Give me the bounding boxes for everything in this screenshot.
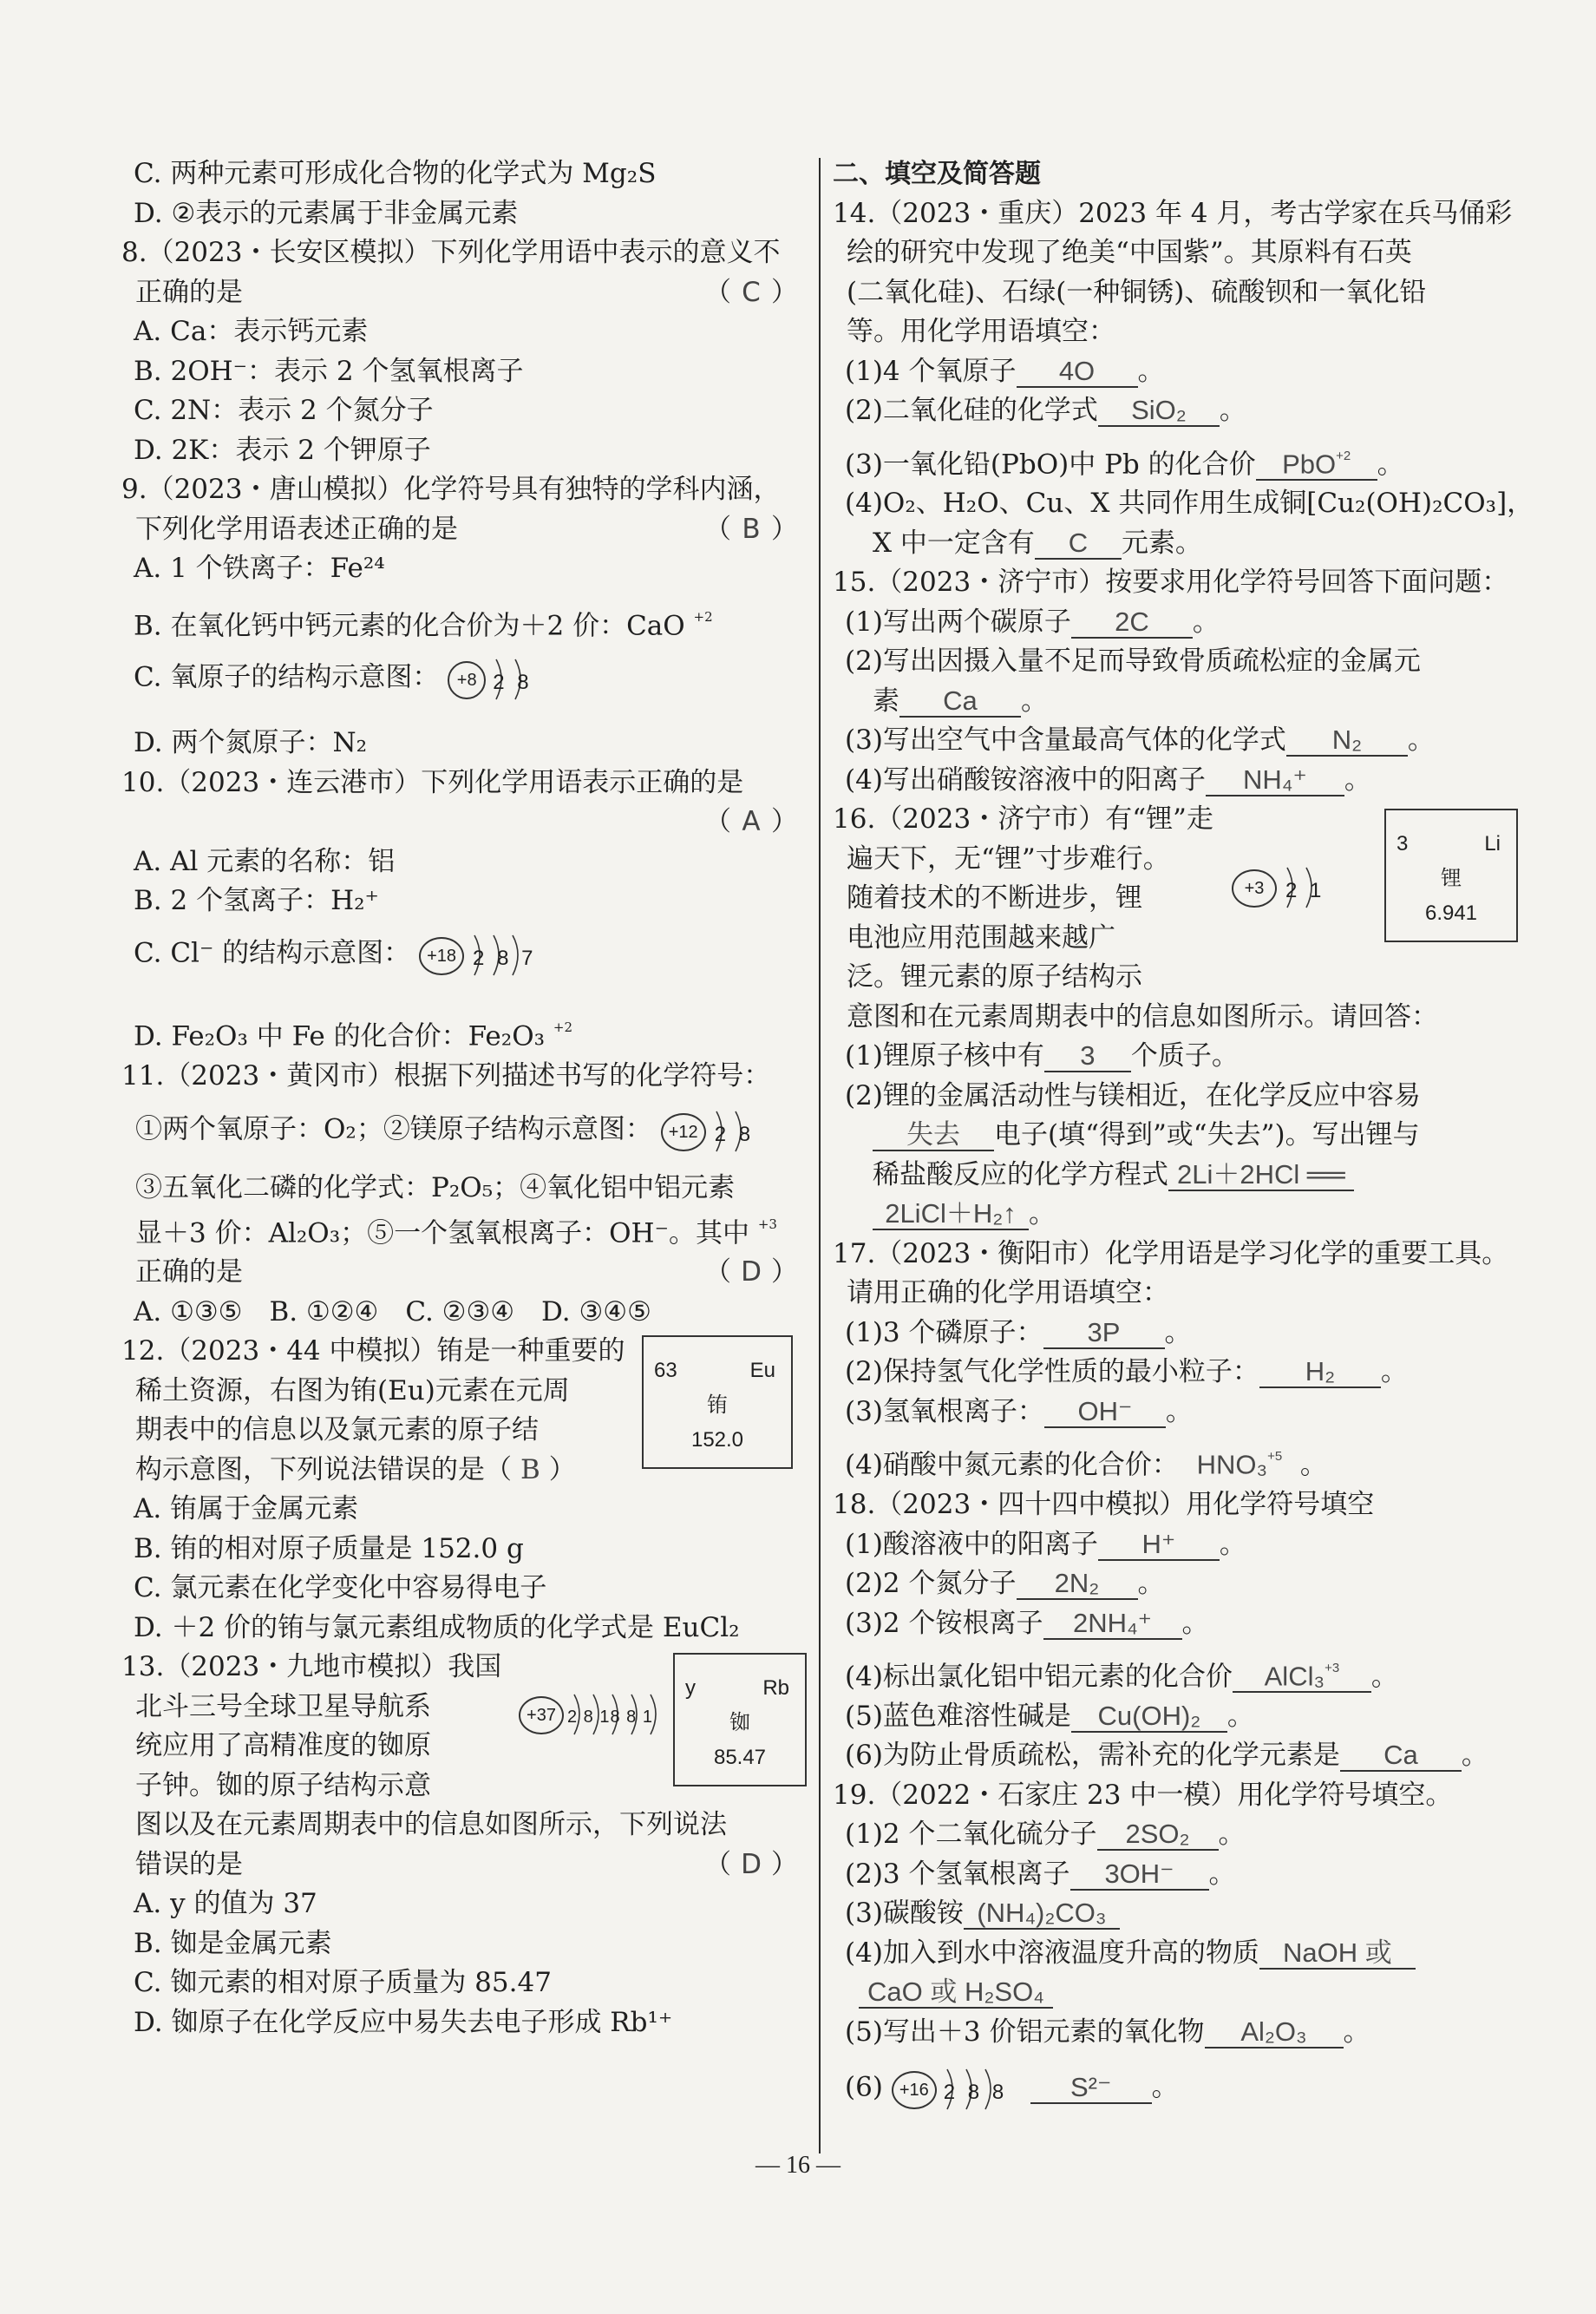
question-12-stem-2: 稀土资源，右图为铕(Eu)元素在元周	[135, 1374, 570, 1406]
section-title: 二、填空及简答题	[833, 159, 1041, 189]
question-14-stem-4: 等。用化学用语填空：	[847, 316, 1115, 347]
question-12-stem: 12.（2023・44 中模拟）铕是一种重要的	[121, 1335, 625, 1367]
question-18-part-3: (3)2 个铵根离子 2NH₄⁺ 。	[845, 1607, 1209, 1639]
part-text: X 中一定含有	[873, 527, 1035, 559]
element-symbol: Li	[1484, 832, 1501, 856]
option-b	[121, 589, 807, 646]
answer-blank: 3P	[1043, 1318, 1165, 1349]
question-12-stem-4: 构示意图，下列说法错误的是（ B ）	[135, 1453, 576, 1485]
question-16-part-2-b	[833, 1116, 1518, 1156]
part-text: 电子(填“得到”或“失去”)。写出锂与	[994, 1119, 1420, 1151]
answer-blank: 失去	[873, 1120, 994, 1151]
answer-blank	[1179, 1445, 1300, 1479]
answer-blank: 2NH₄⁺	[1043, 1609, 1182, 1640]
question-13-stem-3: 统应用了高精准度的铷原	[135, 1730, 431, 1762]
option-a: A. 1 个铁离子：Fe²⁴	[134, 553, 385, 584]
question-14-part-2: (2)二氧化硅的化学式 SiO₂ 。	[845, 395, 1246, 426]
answer-choice: B	[520, 1453, 540, 1485]
question-18-stem: 18.（2023・四十四中模拟）用化学符号填空	[833, 1489, 1375, 1521]
answer-choice: C	[742, 276, 761, 308]
answer-blank: 2SO₂	[1097, 1819, 1219, 1851]
option-b: B. 2OH⁻：表示 2 个氢氧根离子	[134, 355, 524, 387]
nucleus: +18	[419, 937, 464, 975]
question-16-part-2-c	[833, 1156, 1518, 1196]
nucleus: +12	[661, 1113, 706, 1151]
chloride-ion-diagram	[419, 930, 575, 979]
answer-choice: D	[741, 1848, 762, 1880]
question-11-line-3: ③五氧化二磷的化学式：P₂O₅；④氧化铝中铝元素	[135, 1172, 736, 1204]
answer-blank: NaOH 或	[1259, 1938, 1416, 1970]
question-13-stem-4: 子钟。铷的原子结构示意	[135, 1769, 431, 1801]
answer-text: AlCl₃	[1264, 1661, 1325, 1692]
question-18-part-2: (2)2 个氮分子 2N₂ 。	[845, 1568, 1165, 1600]
answer-blank: N₂	[1286, 725, 1408, 757]
question-13-stem-2: 北斗三号全球卫星导航系	[135, 1690, 431, 1722]
option-c: C. 氯元素在化学变化中容易得电子	[134, 1572, 547, 1604]
answer-blank	[1256, 445, 1377, 481]
question-14-part-3: (3)一氧化铅(PbO)中 Pb 的化合价 PbO$^{+2}$ 。	[833, 431, 1518, 485]
part-text: (3)2 个铵根离子	[845, 1607, 1043, 1639]
question-15-part-2: (2)写出因摄入量不足而导致骨质疏松症的金属元	[845, 646, 1421, 678]
question-16-stem: 16.（2023・济宁市）有“锂”走	[833, 803, 1213, 836]
atomic-number: y	[685, 1676, 696, 1701]
answer-blank: OH⁻	[1044, 1397, 1166, 1428]
option-d: D. 两个氮原子：N₂	[134, 727, 368, 759]
stem-text: 构示意图，下列说法错误的是（	[135, 1453, 512, 1485]
question-14-part-1: (1)4 个氧原子 4O 。	[845, 355, 1165, 387]
part-text: (1)酸溶液中的阳离子	[845, 1528, 1098, 1560]
electron-shells: 2 8 7	[473, 946, 537, 970]
question-18-part-1: (1)酸溶液中的阳离子 H⁺ 。	[845, 1528, 1246, 1560]
part-text: (1)3 个磷原子：	[845, 1316, 1043, 1348]
question-17-part-4: (4)硝酸中氮元素的化合价： HNO₃$^{+5}$ 。	[833, 1432, 1518, 1485]
answer-paren: （ D ）	[704, 1845, 798, 1885]
valence-mark: +5	[1267, 1449, 1283, 1465]
option-d: D. ②表示的元素属于非金属元素	[134, 197, 519, 229]
question-19-part-4	[833, 1934, 1518, 1974]
left-column	[121, 154, 807, 2042]
part-text: (3)写出空气中含量最高气体的化学式	[845, 724, 1286, 757]
question-18-part-5: (5)蓝色难溶性碱是 Cu(OH)₂ 。	[845, 1700, 1254, 1732]
nucleus: +3	[1232, 869, 1277, 908]
question-11-line-5	[121, 1253, 807, 1293]
option-c: C. 铷元素的相对原子质量为 85.47	[134, 1967, 552, 1999]
answer-blank: (NH₄)₂CO₃	[964, 1898, 1120, 1930]
part-text: (3)一氧化铅(PbO)中 Pb 的化合价	[845, 448, 1256, 480]
question-12	[121, 1332, 807, 1490]
answer-blank: Ca	[1340, 1740, 1462, 1772]
option-c	[121, 646, 807, 724]
part-text: (4)硝酸中氮元素的化合价：	[845, 1449, 1179, 1481]
question-19-part-4-b	[833, 1973, 1518, 2013]
atomic-mass: 85.47	[713, 1746, 767, 1770]
option-d: D. ＋2 价的铕与氯元素组成物质的化学式是 EuCl₂	[134, 1611, 740, 1643]
question-19-part-6: (6) +16 2 8 8 S²⁻ 。	[833, 2052, 1518, 2134]
answer-blank: SiO₂	[1098, 396, 1220, 427]
answer-blank: 2C	[1071, 607, 1193, 639]
option-b: B. 铷是金属元素	[134, 1927, 332, 1959]
question-15-part-3: (3)写出空气中含量最高气体的化学式 N₂ 。	[845, 724, 1435, 757]
question-16-part-2-d: 2LiCl＋H₂↑ 。	[833, 1195, 1518, 1235]
part-text: (1)2 个二氧化硫分子	[845, 1819, 1097, 1851]
element-name: 锂	[1441, 866, 1462, 891]
element-symbol: Rb	[762, 1676, 789, 1701]
question-17-stem: 17.（2023・衡阳市）化学用语是学习化学的重要工具。	[833, 1237, 1509, 1269]
question-13-stem-6	[121, 1845, 807, 1885]
question-16-stem-2: 遍天下，无“锂”寸步难行。	[847, 842, 1170, 875]
question-13-stem-5: 图以及在元素周期表中的信息如图所示，下列说法	[135, 1809, 727, 1841]
atomic-number: 3	[1396, 832, 1409, 856]
stem-text: ①两个氧原子：O₂；②镁原子结构示意图：	[135, 1113, 652, 1145]
question-15-part-2-b: 素 Ca 。	[873, 685, 1048, 717]
valence-mark: +3	[1325, 1661, 1340, 1676]
answer-text: HNO₃	[1196, 1449, 1268, 1480]
question-11-line-4	[121, 1209, 807, 1254]
part-text: (2)保持氢气化学性质的最小粒子：	[845, 1356, 1259, 1388]
option-text: B. 在氧化钙中钙元素的化合价为＋2 价：CaO	[134, 609, 685, 641]
question-14-stem-3: (二氧化硅)、石绿(一种铜锈)、硫酸钡和一氧化铅	[847, 276, 1427, 308]
part-text: (6)	[845, 2071, 883, 2103]
part-text: (2)二氧化硅的化学式	[845, 395, 1098, 426]
answer-blank: 4O	[1017, 357, 1138, 388]
answer-blank: Cu(OH)₂	[1071, 1701, 1227, 1733]
answer-blank	[1233, 1657, 1371, 1693]
option-a: A. 铕属于金属元素	[134, 1493, 359, 1525]
stem-text: 下列化学用语表述正确的是	[135, 513, 458, 545]
part-text: (2)3 个氢氧根离子	[845, 1858, 1070, 1890]
question-11-line-2	[121, 1096, 807, 1169]
answer-blank: H⁺	[1098, 1530, 1220, 1561]
rubidium-element-card	[673, 1653, 807, 1786]
part-text: (4)标出氯化铝中铝元素的化合价	[845, 1661, 1233, 1693]
option-a: A. Al 元素的名称：铝	[134, 845, 396, 877]
valence-mark: +3	[757, 1216, 777, 1232]
electron-shells: 2 8	[493, 671, 533, 695]
option-text: C. Cl⁻ 的结构示意图：	[134, 937, 411, 969]
question-16-stem-5: 泛。锂元素的原子结构示	[847, 961, 1142, 993]
answer-choice: B	[742, 513, 761, 545]
electron-shells: 2 8	[714, 1123, 755, 1147]
answer-blank: CaO 或 H₂SO₄	[859, 1977, 1053, 2009]
valence-mark: +2	[553, 1019, 573, 1035]
stem-text: 正确的是	[135, 276, 243, 308]
question-19-part-1: (1)2 个二氧化硫分子 2SO₂ 。	[845, 1819, 1246, 1851]
question-19-stem: 19.（2022・石家庄 23 中一模）用化学符号填空。	[833, 1779, 1453, 1811]
question-10-stem: 10.（2023・连云港市）下列化学用语表示正确的是	[121, 766, 744, 798]
answer-blank: 2LiCl＋H₂↑	[873, 1199, 1029, 1230]
question-10-answer-line	[121, 803, 807, 842]
lithium-element-card	[1384, 809, 1518, 942]
question-11-options: A. ①③⑤ B. ①②④ C. ②③④ D. ③④⑤	[134, 1295, 651, 1327]
part-text: (4)加入到水中溶液温度升高的物质	[845, 1937, 1259, 1969]
answer-blank: 3	[1044, 1041, 1131, 1072]
question-18-part-4: (4)标出氯化铝中铝元素的化合价 AlCl₃$^{+3}$ 。	[833, 1643, 1518, 1697]
question-15-stem: 15.（2023・济宁市）按要求用化学符号回答下面问题：	[833, 567, 1509, 599]
question-16-part-2: (2)锂的金属活动性与镁相近，在化学反应中容易	[845, 1079, 1421, 1111]
question-14-stem: 14.（2023・重庆）2023 年 4 月，考古学家在兵马俑彩	[833, 197, 1513, 229]
electron-shells: 2 8 18 8 1	[567, 1708, 653, 1727]
question-8-stem-2	[121, 273, 807, 313]
question-12-stem-3: 期表中的信息以及氯元素的原子结	[135, 1414, 539, 1446]
part-text: (4)写出硝酸铵溶液中的阳离子	[845, 764, 1206, 796]
question-13	[121, 1648, 807, 1885]
question-16-stem-3: 随着技术的不断进步，锂	[847, 882, 1142, 914]
option-text: C. 氧原子的结构示意图：	[134, 661, 440, 693]
europium-element-card	[642, 1335, 793, 1469]
question-16-stem-4: 电池应用范围越来越广	[847, 921, 1115, 954]
answer-blank: 2Li＋2HCl ══	[1168, 1160, 1354, 1191]
atomic-mass: 152.0	[690, 1428, 744, 1452]
atomic-mass: 6.941	[1424, 901, 1478, 926]
question-17-stem-2: 请用正确的化学用语填空：	[847, 1277, 1169, 1309]
option-c: C. 2N：表示 2 个氮分子	[134, 395, 434, 426]
page-number: — 16 —	[755, 2152, 841, 2179]
part-text: (5)蓝色难溶性碱是	[845, 1700, 1071, 1732]
element-symbol: Eu	[749, 1359, 775, 1383]
answer-blank: 3OH⁻	[1070, 1859, 1209, 1891]
column-divider	[819, 158, 821, 2153]
option-c	[121, 921, 807, 1000]
rubidium-atom-diagram	[519, 1689, 675, 1738]
atomic-number: 63	[654, 1359, 677, 1383]
question-17-part-3: (3)氢氧根离子： OH⁻ 。	[845, 1395, 1193, 1427]
sulfide-ion-diagram	[892, 2064, 1022, 2113]
question-13-stem: 13.（2023・九地市模拟）我国	[121, 1651, 502, 1683]
question-14-part-4: (4)O₂、H₂O、Cu、X 共同作用生成铜[Cu₂(OH)₂CO₃]，	[845, 488, 1534, 520]
question-17-part-2: (2)保持氢气化学性质的最小粒子： H₂ 。	[845, 1356, 1408, 1388]
option-c: C. 两种元素可形成化合物的化学式为 Mg₂S	[134, 158, 657, 189]
nucleus: +16	[892, 2071, 937, 2109]
option-d: D. 2K：表示 2 个钾原子	[134, 434, 431, 466]
element-name: 铕	[707, 1393, 728, 1418]
electron-shells: 2 8 8	[943, 2081, 1008, 2105]
option-a: A. y 的值为 37	[134, 1888, 317, 1920]
question-19-part-3	[833, 1894, 1518, 1934]
part-text: (1)锂原子核中有	[845, 1040, 1044, 1072]
valence-mark: +2	[1336, 448, 1351, 463]
answer-paren: （ C ）	[704, 273, 798, 313]
answer-paren: （ D ）	[704, 1253, 798, 1293]
answer-blank: Al₂O₃	[1205, 2017, 1344, 2049]
part-text: (2)2 个氮分子	[845, 1568, 1017, 1600]
nucleus: +37	[519, 1696, 564, 1734]
question-14-stem-2: 绘的研究中发现了绝美“中国紫”。其原料有石英	[847, 237, 1412, 268]
answer-blank: Ca	[899, 686, 1021, 718]
part-text: (1)写出两个碳原子	[845, 606, 1071, 638]
answer-text: PbO	[1282, 448, 1337, 479]
stem-text: 错误的是	[135, 1848, 243, 1880]
option-text: D. Fe₂O₃ 中 Fe 的化合价：Fe₂O₃	[134, 1020, 546, 1052]
question-19-part-2: (2)3 个氢氧根离子 3OH⁻ 。	[845, 1858, 1236, 1890]
question-9-stem: 9.（2023・唐山模拟）化学符号具有独特的学科内涵，	[121, 474, 781, 505]
question-15-part-4: (4)写出硝酸铵溶液中的阳离子 NH₄⁺ 。	[845, 764, 1371, 796]
question-11-stem: 11.（2023・黄冈市）根据下列描述书写的化学符号：	[121, 1059, 771, 1091]
question-16-stem-6: 意图和在元素周期表中的信息如图所示。请回答：	[847, 1000, 1438, 1032]
answer-blank: S²⁻	[1030, 2073, 1152, 2104]
option-d	[121, 1000, 807, 1057]
answer-blank: NH₄⁺	[1206, 765, 1344, 796]
answer-choice: A	[742, 806, 761, 838]
part-text: 元素。	[1121, 527, 1202, 559]
part-text: 素	[873, 685, 899, 717]
part-text: (5)写出＋3 价铝元素的氧化物	[845, 2016, 1205, 2048]
option-b: B. 铕的相对原子质量是 152.0 g	[134, 1532, 524, 1564]
question-17-part-1: (1)3 个磷原子： 3P 。	[845, 1316, 1192, 1348]
oxygen-atom-diagram	[448, 654, 578, 703]
part-text: (3)碳酸铵	[845, 1898, 964, 1930]
stem-text: 正确的是	[135, 1256, 243, 1288]
answer-blank: C	[1035, 528, 1122, 560]
question-18-part-6: (6)为防止骨质疏松，需补充的化学元素是 Ca 。	[845, 1740, 1488, 1772]
question-16	[833, 800, 1518, 1037]
stem-text: 显＋3 价：Al₂O₃；⑤一个氢氧根离子：OH⁻。其中	[135, 1216, 749, 1249]
question-15-part-1: (1)写出两个碳原子 2C 。	[845, 606, 1220, 638]
question-16-part-1	[833, 1037, 1518, 1077]
magnesium-atom-diagram	[661, 1106, 791, 1155]
part-text: 个质子。	[1130, 1040, 1239, 1072]
answer-choice: D	[741, 1256, 762, 1288]
part-text: (6)为防止骨质疏松，需补充的化学元素是	[845, 1740, 1340, 1772]
answer-paren: （ A ）	[704, 803, 798, 842]
electron-shells: 2 1	[1285, 879, 1325, 903]
element-name: 铷	[729, 1710, 750, 1735]
nucleus: +8	[448, 661, 486, 699]
question-14-part-4-b	[833, 524, 1518, 564]
valence-mark: +2	[693, 608, 713, 625]
answer-blank: H₂	[1259, 1357, 1381, 1388]
lithium-atom-diagram	[1232, 862, 1344, 911]
option-a: A. Ca：表示钙元素	[134, 316, 369, 347]
part-text: (1)4 个氧原子	[845, 355, 1017, 387]
option-b: B. 2 个氢离子：H₂⁺	[134, 885, 379, 917]
part-text: (3)氢氧根离子：	[845, 1395, 1044, 1427]
question-9-stem-2	[121, 510, 807, 550]
option-d: D. 铷原子在化学反应中易失去电子形成 Rb¹⁺	[134, 2006, 673, 2038]
answer-blank: 2N₂	[1017, 1569, 1138, 1600]
part-text: 稀盐酸反应的化学方程式	[873, 1158, 1168, 1190]
right-column	[833, 154, 1534, 2134]
answer-paren: （ B ）	[704, 510, 798, 550]
question-8-stem: 8.（2023・长安区模拟）下列化学用语中表示的意义不	[121, 237, 781, 268]
question-19-part-5: (5)写出＋3 价铝元素的氧化物 Al₂O₃ 。	[845, 2016, 1370, 2048]
